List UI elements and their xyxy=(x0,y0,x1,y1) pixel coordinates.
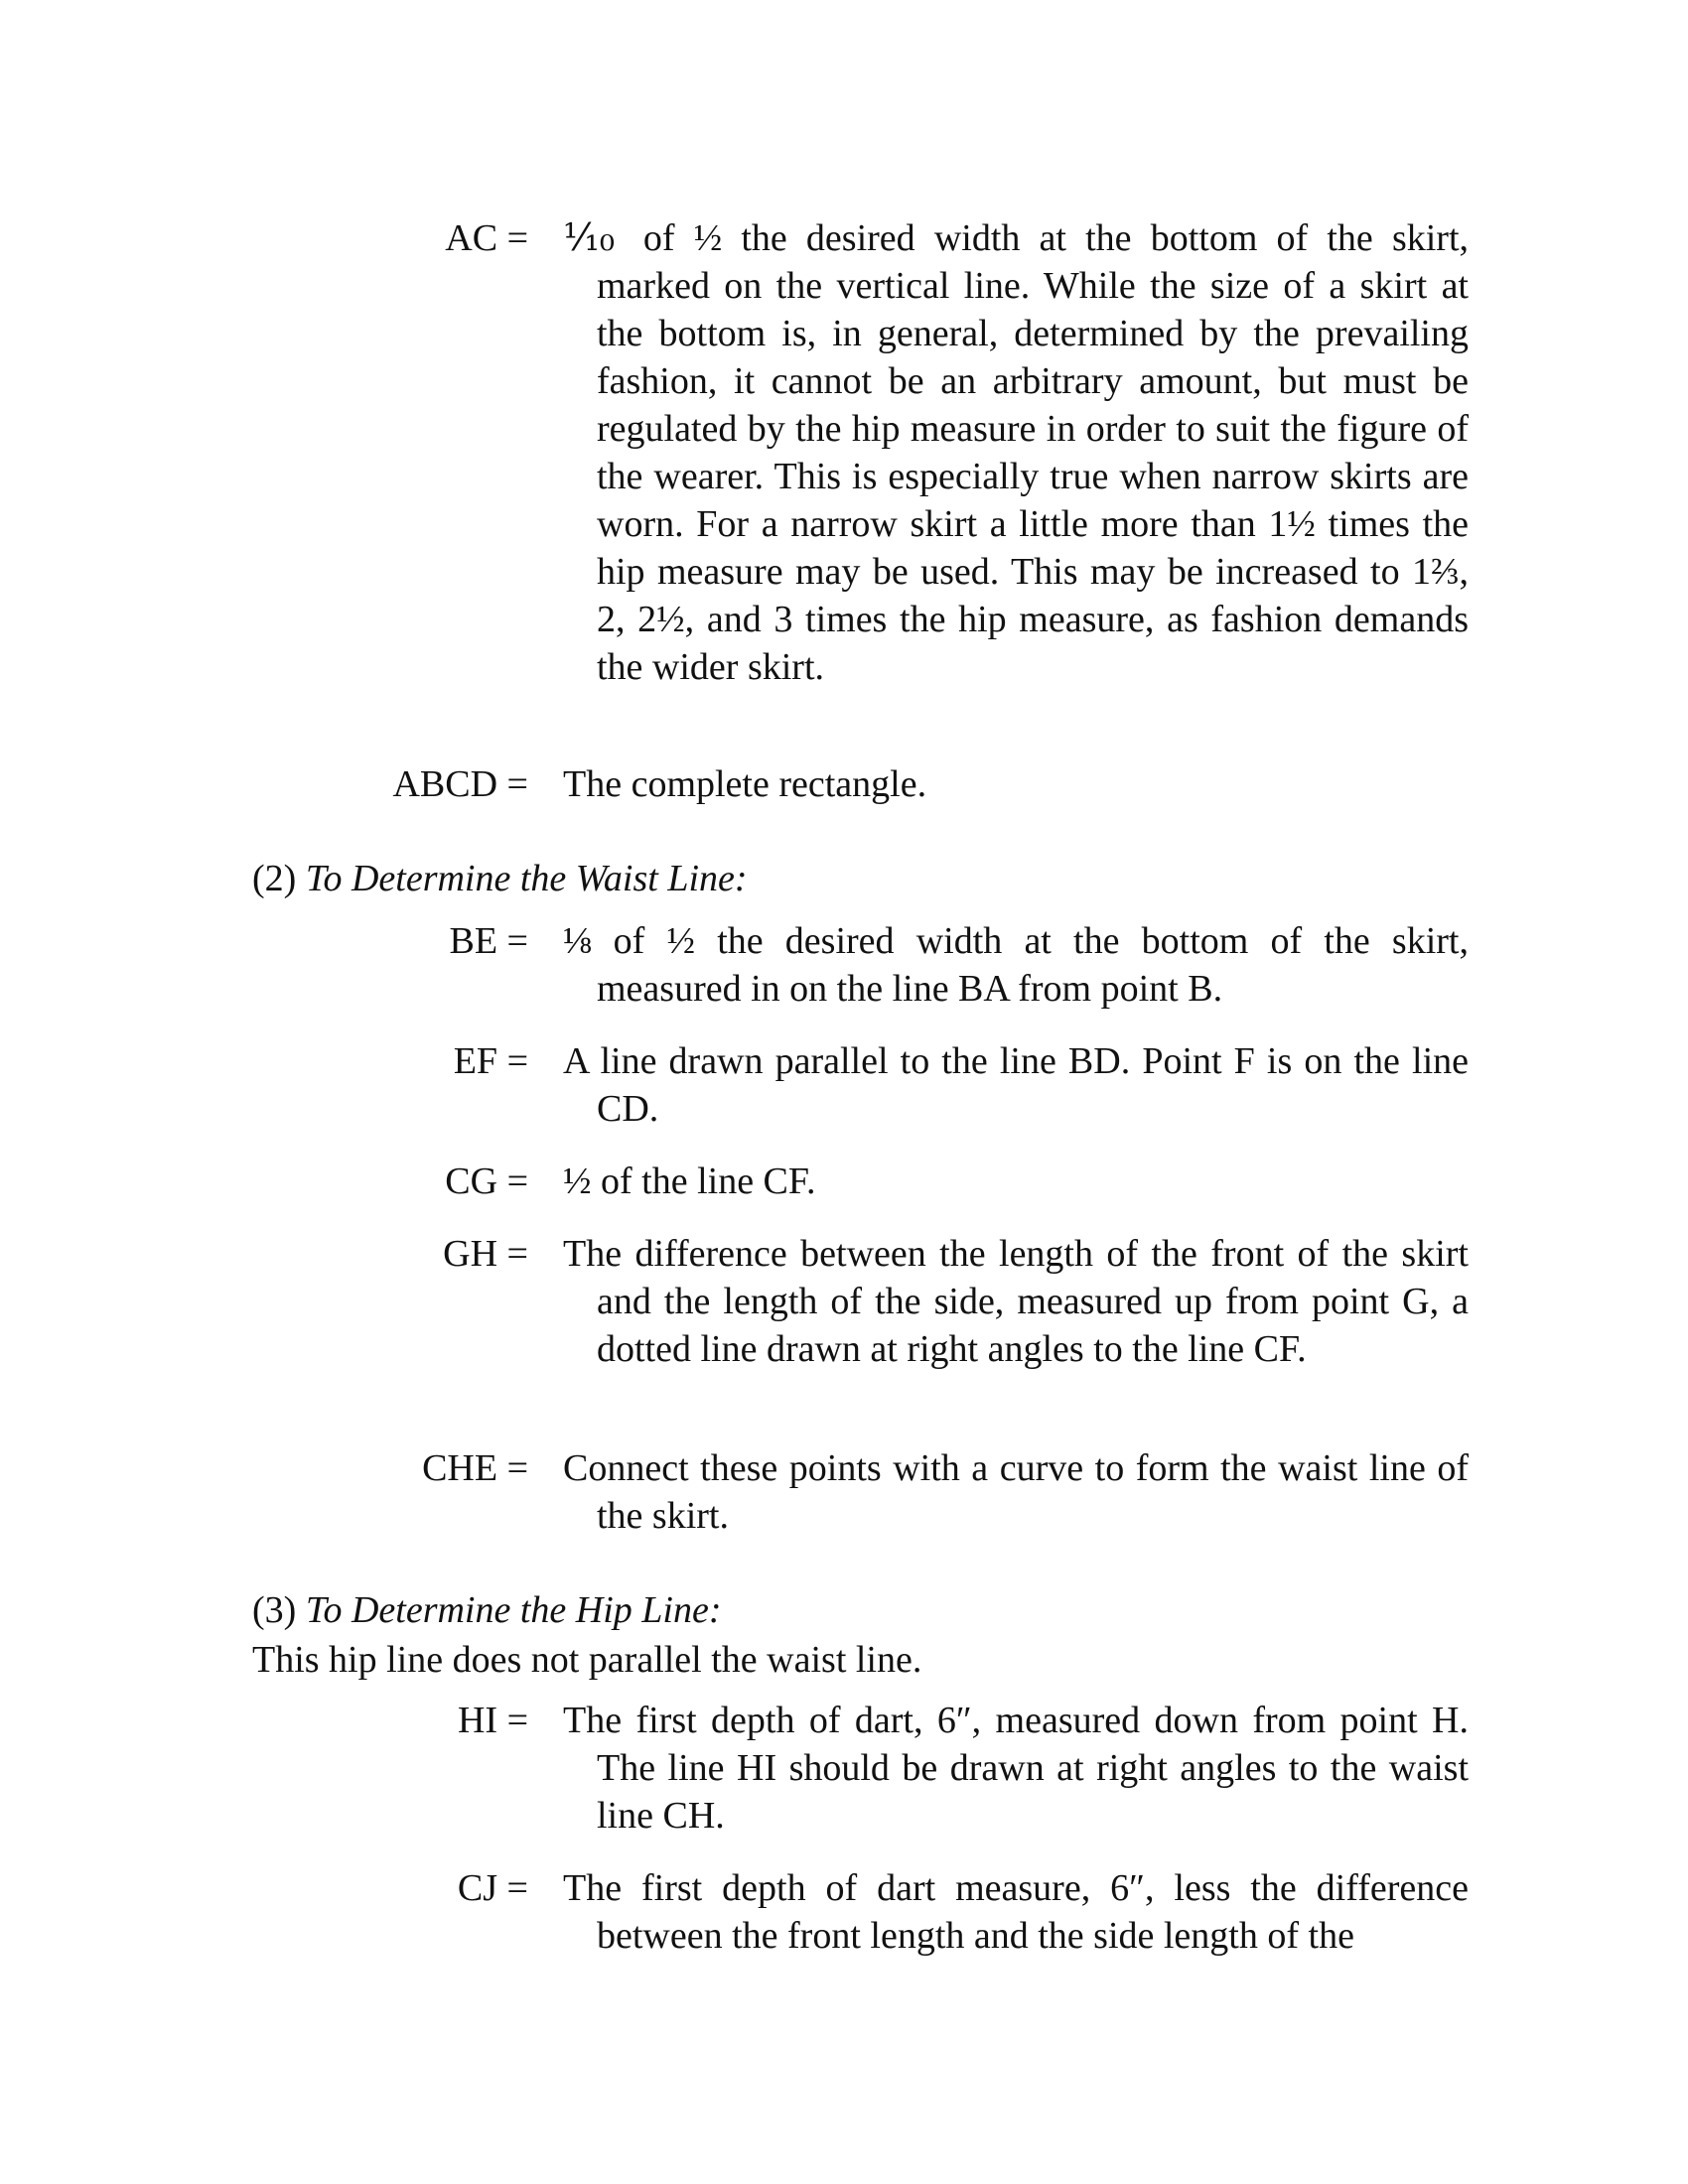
definition-term: BE = xyxy=(449,920,528,962)
definition-text: ½ of the line CF. xyxy=(563,1160,816,1202)
definition-term: ABCD = xyxy=(392,763,528,805)
definition-term: CJ = xyxy=(457,1867,528,1909)
definition-text: Connect these points with a curve to form the waist line of the skirt. xyxy=(563,1447,1469,1537)
section-title: To Determine the Waist Line: xyxy=(305,858,748,899)
definition-term: AC = xyxy=(445,217,528,259)
definition-term: EF = xyxy=(453,1040,528,1082)
definition-text: ⅒ of ½ the desired width at the bottom of the skirt, marked on the vertical line. While the size of a skirt at the bottom is, in general, determined by the prevailing fashion, it cannot be an arbitrary amount, but must be regulated by the hip measure in order to suit the figure of the wearer. This is especially true when narrow skirts are worn. For a narrow skirt a little more than 1½ times the hip measure may be used. This may be increased to 1⅔, 2, 2½, and 3 times the hip measure, as fashion demands the wider skirt. xyxy=(563,217,1469,688)
definition-text: The first depth of dart measure, 6″, less the difference between the front length and the side length of the xyxy=(563,1867,1469,1957)
definition-term: CHE = xyxy=(422,1447,528,1489)
definition-text: The first depth of dart, 6″, measured down from point H. The line HI should be drawn at right angles to the waist line CH. xyxy=(563,1700,1469,1837)
definition-term: GH = xyxy=(443,1233,528,1275)
section-heading-waist-line xyxy=(252,855,748,902)
definition-text: ⅛ of ½ the desired width at the bottom of the skirt, measured in on the line BA from point B. xyxy=(563,920,1469,1010)
section-title: To Determine the Hip Line: xyxy=(305,1589,722,1631)
definition-text: The complete rectangle. xyxy=(563,763,927,805)
definition-text: The difference between the length of the front of the skirt and the length of the side, measured up from point G, a dotted line drawn at right angles to the line CF. xyxy=(563,1233,1469,1370)
definition-text: A line drawn parallel to the line BD. Point F is on the line CD. xyxy=(563,1040,1469,1130)
section-intro: This hip line does not parallel the waist line. xyxy=(252,1639,922,1681)
definition-term: CG = xyxy=(445,1160,528,1202)
section-number: (2) xyxy=(252,858,297,899)
definition-term: HI = xyxy=(457,1700,528,1741)
section-heading-hip-line xyxy=(252,1586,721,1634)
section-number: (3) xyxy=(252,1589,297,1631)
